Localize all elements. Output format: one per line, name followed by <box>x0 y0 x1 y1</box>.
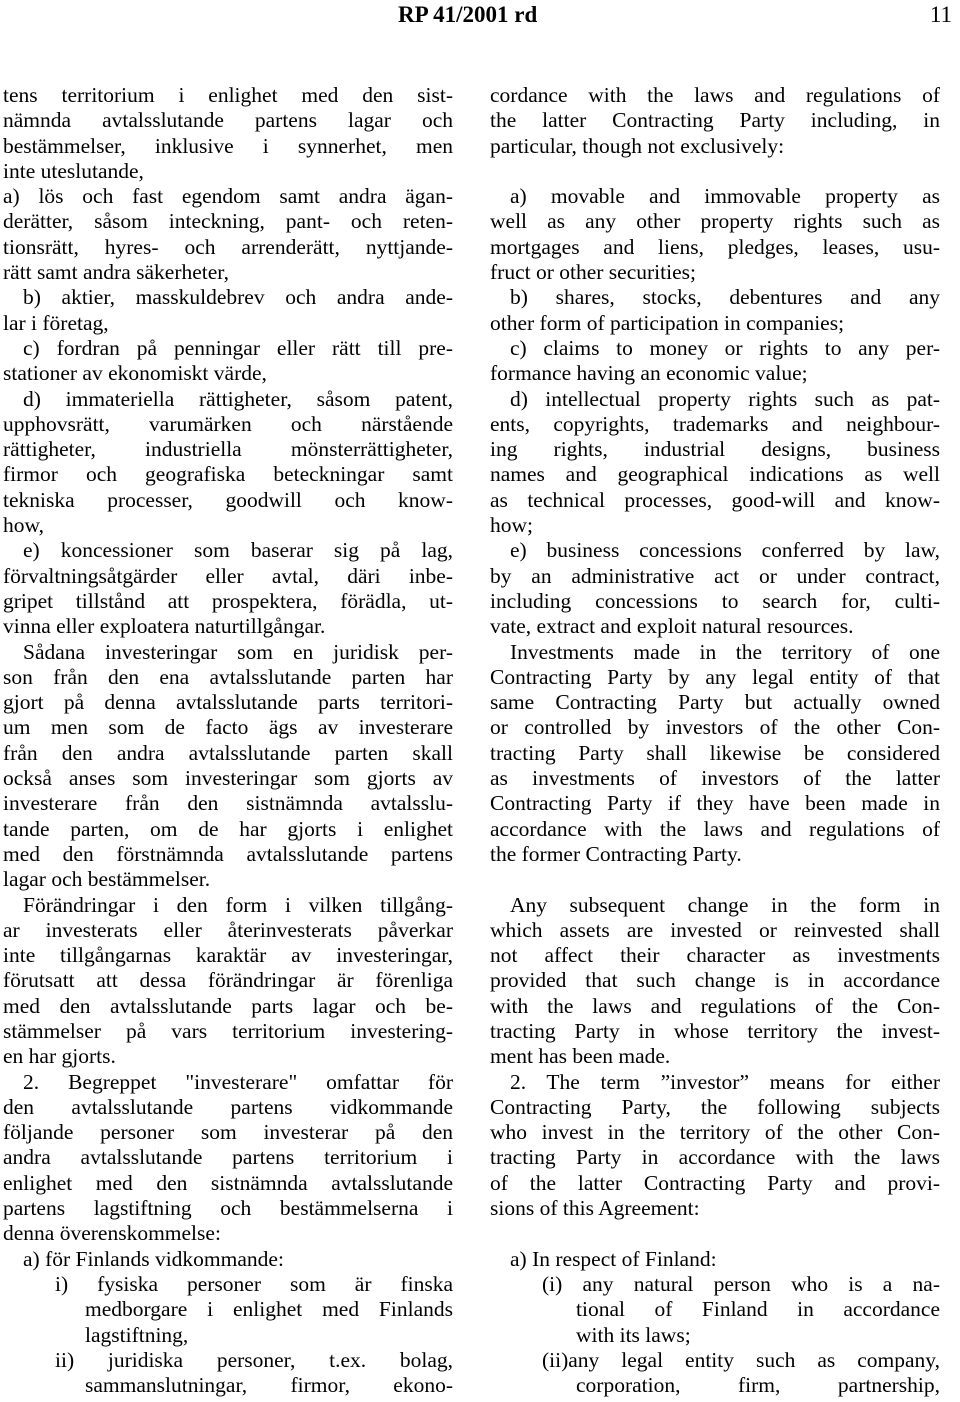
english-text-column <box>490 83 940 1398</box>
text-line <box>490 159 940 184</box>
text-line: firmor och geografiska beteckningar samt <box>3 462 453 487</box>
text-line: tande parten, om de har gjorts i enlighet <box>3 816 453 841</box>
text-line: c) claims to money or rights to any per- <box>510 335 940 360</box>
text-line: derätter, såsom inteckning, pant- och reten- <box>3 209 453 234</box>
text-line: a) lös och fast egendom samt andra ägan- <box>3 184 453 209</box>
text-line: with its laws; <box>576 1322 691 1347</box>
text-line: accordance with the laws and regulations of <box>490 816 940 841</box>
page-number: 11 <box>929 2 952 27</box>
text-line: by an administrative act or under contract, <box>490 563 940 588</box>
text-line: förutsatt att dessa förändringar är förenliga <box>3 968 453 993</box>
text-line: e) koncessioner som baserar sig på lag, <box>23 538 453 563</box>
text-line: inte tillgångarnas karaktär av investeringar, <box>3 943 453 968</box>
text-line: as investments of investors of the latter <box>490 766 940 791</box>
text-line: d) immateriella rättigheter, såsom patent, <box>23 386 453 411</box>
text-line: i) fysiska personer som är finska <box>55 1271 453 1296</box>
text-line: a) movable and immovable property as <box>510 184 940 209</box>
text-line: med den avtalsslutande parts lagar och be- <box>3 993 453 1018</box>
text-line: tracting Party in accordance with the laws <box>490 1145 940 1170</box>
text-line: well as any other property rights such as <box>490 209 940 234</box>
text-line: son från den ena avtalsslutande parten har <box>3 664 453 689</box>
text-line: 2. The term ”investor” means for either <box>510 1069 940 1094</box>
text-line: the latter Contracting Party including, in <box>490 108 940 133</box>
text-line: ii) juridiska personer, t.ex. bolag, <box>55 1347 453 1372</box>
text-line <box>490 1221 940 1246</box>
text-line: vate, extract and exploit natural resources. <box>490 614 854 639</box>
text-line: gripet tillstånd att prospektera, förädla, ut- <box>3 588 453 613</box>
text-line: rättigheter, industriella mönsterrättigheter, <box>3 437 453 462</box>
text-line: ment has been made. <box>490 1044 671 1069</box>
text-line: which assets are invested or reinvested shall <box>490 917 940 942</box>
text-line: vinna eller exploatera naturtillgångar. <box>3 614 326 639</box>
text-line: Contracting Party if they have been made in <box>490 791 940 816</box>
text-line: Sådana investeringar som en juridisk per- <box>23 639 453 664</box>
text-line: tional of Finland in accordance <box>576 1297 940 1322</box>
text-line: denna överenskommelse: <box>3 1221 221 1246</box>
text-line: partens lagstiftning och bestämmelserna i <box>3 1196 453 1221</box>
text-line: other form of participation in companies; <box>490 310 845 335</box>
text-line: gjort på denna avtalsslutande parts territori- <box>3 690 453 715</box>
text-line: den avtalsslutande partens vidkommande <box>3 1094 453 1119</box>
text-line: Contracting Party, the following subjects <box>490 1094 940 1119</box>
text-line: corporation, firm, partnership, <box>576 1373 940 1398</box>
text-line: names and geographical indications as well <box>490 462 940 487</box>
text-line: a) In respect of Finland: <box>510 1246 717 1271</box>
text-line: um men som de facto ägs av investerare <box>3 715 453 740</box>
text-line: provided that such change is in accordance <box>490 968 940 993</box>
text-line: förvaltningsåtgärder eller avtal, däri inbe- <box>3 563 453 588</box>
text-line: lagar och bestämmelser. <box>3 867 211 892</box>
text-line: tekniska processer, goodwill och know- <box>3 487 453 512</box>
text-line: följande personer som investerar på den <box>3 1120 453 1145</box>
text-line: or controlled by investors of the other Con- <box>490 715 940 740</box>
text-line: sammanslutningar, firmor, ekono- <box>85 1373 453 1398</box>
text-line: andra avtalsslutande partens territorium i <box>3 1145 453 1170</box>
text-line: ents, copyrights, trademarks and neighbour- <box>490 411 940 436</box>
text-line: cordance with the laws and regulations of <box>490 83 940 107</box>
text-line: från den andra avtalsslutande parten skall <box>3 740 453 765</box>
text-line: Any subsequent change in the form in <box>510 892 940 917</box>
text-line: d) intellectual property rights such as pat- <box>510 386 940 411</box>
text-line: c) fordran på penningar eller rätt till pre- <box>23 335 453 360</box>
text-line: as technical processes, good-will and know- <box>490 487 940 512</box>
text-line: formance having an economic value; <box>490 361 808 386</box>
text-line: b) aktier, masskuldebrev och andra ande- <box>23 285 453 310</box>
text-line: b) shares, stocks, debentures and any <box>510 285 940 310</box>
text-line: 2. Begreppet "investerare" omfattar för <box>23 1069 453 1094</box>
text-line: Förändringar i den form i vilken tillgång- <box>23 892 453 917</box>
text-line: tracting Party shall likewise be considered <box>490 740 940 765</box>
text-line: tens territorium i enlighet med den sist- <box>3 83 453 107</box>
text-line: också anses som investeringar som gjorts av <box>3 766 453 791</box>
text-line: tracting Party in whose territory the invest- <box>490 1018 940 1043</box>
text-line <box>490 867 940 892</box>
text-line: same Contracting Party but actually owned <box>490 690 940 715</box>
text-line: sions of this Agreement: <box>490 1196 700 1221</box>
text-line: upphovsrätt, varumärken och närstående <box>3 411 453 436</box>
page-header <box>0 0 960 38</box>
text-line: Investments made in the territory of one <box>510 639 940 664</box>
text-line: nämnda avtalsslutande partens lagar och <box>3 108 453 133</box>
text-line: with the laws and regulations of the Con- <box>490 993 940 1018</box>
text-line: ar investerats eller återinvesterats påverkar <box>3 917 453 942</box>
text-line: en har gjorts. <box>3 1044 116 1069</box>
document-id: RP 41/2001 rd <box>398 2 538 27</box>
text-line: tionsrätt, hyres- och arrenderätt, nyttjande- <box>3 234 453 259</box>
text-line: med den förstnämnda avtalsslutande partens <box>3 841 453 866</box>
text-line: not affect their character as investments <box>490 943 940 968</box>
text-line: rätt samt andra säkerheter, <box>3 260 229 285</box>
text-line: (ii)any legal entity such as company, <box>542 1347 940 1372</box>
text-line: Contracting Party by any legal entity of that <box>490 664 940 689</box>
text-line: the former Contracting Party. <box>490 841 742 866</box>
text-line: stämmelser på vars territorium investering- <box>3 1018 453 1043</box>
text-line: who invest in the territory of the other Con- <box>490 1120 940 1145</box>
text-line: investerare från den sistnämnda avtalsslu- <box>3 791 453 816</box>
text-line: how; <box>490 513 533 538</box>
text-line: enlighet med den sistnämnda avtalsslutande <box>3 1170 453 1195</box>
text-line: e) business concessions conferred by law, <box>510 538 940 563</box>
text-line: lar i företag, <box>3 310 109 335</box>
text-line: fruct or other securities; <box>490 260 696 285</box>
swedish-text-column <box>3 83 453 1398</box>
text-line: medborgare i enlighet med Finlands <box>85 1297 453 1322</box>
text-line: mortgages and liens, pledges, leases, usu- <box>490 234 940 259</box>
text-line: stationer av ekonomiskt värde, <box>3 361 267 386</box>
text-line: ing rights, industrial designs, business <box>490 437 940 462</box>
text-line: of the latter Contracting Party and provi- <box>490 1170 940 1195</box>
text-line: lagstiftning, <box>85 1322 189 1347</box>
text-line: inte uteslutande, <box>3 158 144 183</box>
text-line: a) för Finlands vidkommande: <box>23 1246 284 1271</box>
text-line: including concessions to search for, culti- <box>490 588 940 613</box>
text-line: how, <box>3 513 45 538</box>
text-line: bestämmelser, inklusive i synnerhet, men <box>3 133 453 158</box>
text-line: particular, though not exclusively: <box>490 133 785 158</box>
text-line: (i) any natural person who is a na- <box>542 1271 940 1296</box>
